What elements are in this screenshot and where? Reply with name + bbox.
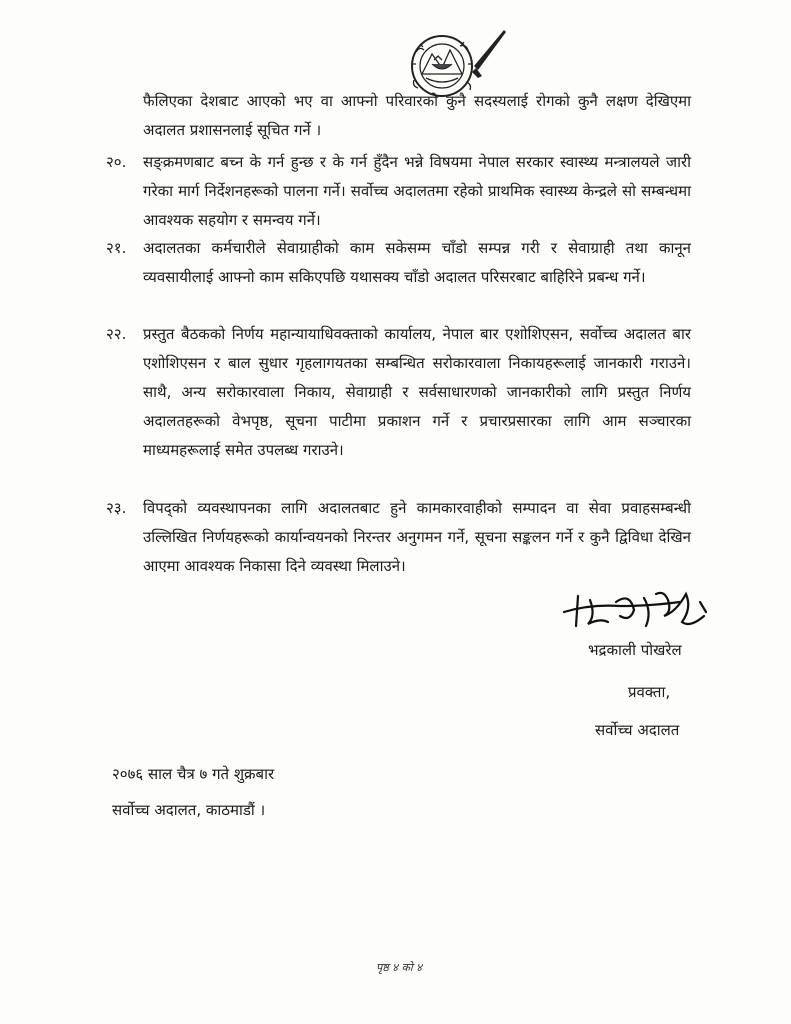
item-text: सङ्क्रमणबाट बच्न के गर्न हुन्छ र के गर्न हुँदैन भन्ने विषयमा नेपाल सरकार स्वास्थ्य मन्त्रालयले जारी गरेका मार्ग निर्देशनहरूको पालना गर्ने। सर्वोच्च अदालतमा रहेको प्राथमिक स्वास्थ्य केन्द्रले सो सम्बन्धमा आवश्यक सहयोग र समन्वय गर्ने। <box>143 153 691 229</box>
place-line: सर्वोच्च अदालत, काठमाडौं । <box>112 801 266 819</box>
page-number-footer: पृष्ठ ४ को ४ <box>376 961 422 974</box>
date-line: २०७६ साल चैत्र ७ गते शुक्रबार <box>112 765 275 783</box>
signature-image <box>560 582 710 638</box>
item-number: २१. <box>106 239 127 257</box>
item-number: २२. <box>106 325 127 343</box>
signatory-role: प्रवक्ता, <box>628 683 671 701</box>
item-number: २३. <box>106 499 127 517</box>
item-number: २०. <box>106 153 127 171</box>
signatory-office: सर्वोच्च अदालत <box>595 721 680 739</box>
item-text: विपद्को व्यवस्थापनका लागि अदालतबाट हुने कामकारवाहीको सम्पादन वा सेवा प्रवाहसम्बन्धी उल्लिखित निर्णयहरूको कार्यान्वयनको निरन्तर अनुगमन गर्ने, सूचना सङ्कलन गर्ने र कुनै द्विविधा देखिन आएमा आवश्यक निकासा दिने व्यवस्था मिलाउने। <box>143 499 691 575</box>
item-text: अदालतका कर्मचारीले सेवाग्राहीको काम सकेसम्म चाँडो सम्पन्न गरी र सेवाग्राही तथा कानून व्यवसायीलाई आफ्नो काम सकिएपछि यथासक्य चाँडो अदालत परिसरबाट बाहिरिने प्रबन्ध गर्ने। <box>143 239 691 286</box>
signatory-name: भद्रकाली पोखरेल <box>588 641 682 659</box>
item-text: प्रस्तुत बैठकको निर्णय महान्यायाधिवक्ताको कार्यालय, नेपाल बार एशोशिएसन, सर्वोच्च अदालत बार एशोशिएसन र बाल सुधार गृहलागयतका सम्बन्धित सरोकारवाला निकायहरूलाई जानकारी गराउने। साथै, अन्य सरोकारवाला निकाय, सेवाग्राही र सर्वसाधारणको जानकारीको लागि प्रस्तुत निर्णय अदालतहरूको वेभपृष्ठ, सूचना पाटीमा प्रकाशन गर्ने र प्रचारप्रसारका लागि आम सञ्चारका माध्यमहरूलाई समेत उपलब्ध गराउने। <box>143 325 691 459</box>
intro-paragraph: फैलिएका देशबाट आएको भए वा आफ्नो परिवारको कुनै सदस्यलाई रोगको कुनै लक्षण देखिएमा अदालत प्रशासनलाई सूचित गर्ने । <box>143 92 691 139</box>
